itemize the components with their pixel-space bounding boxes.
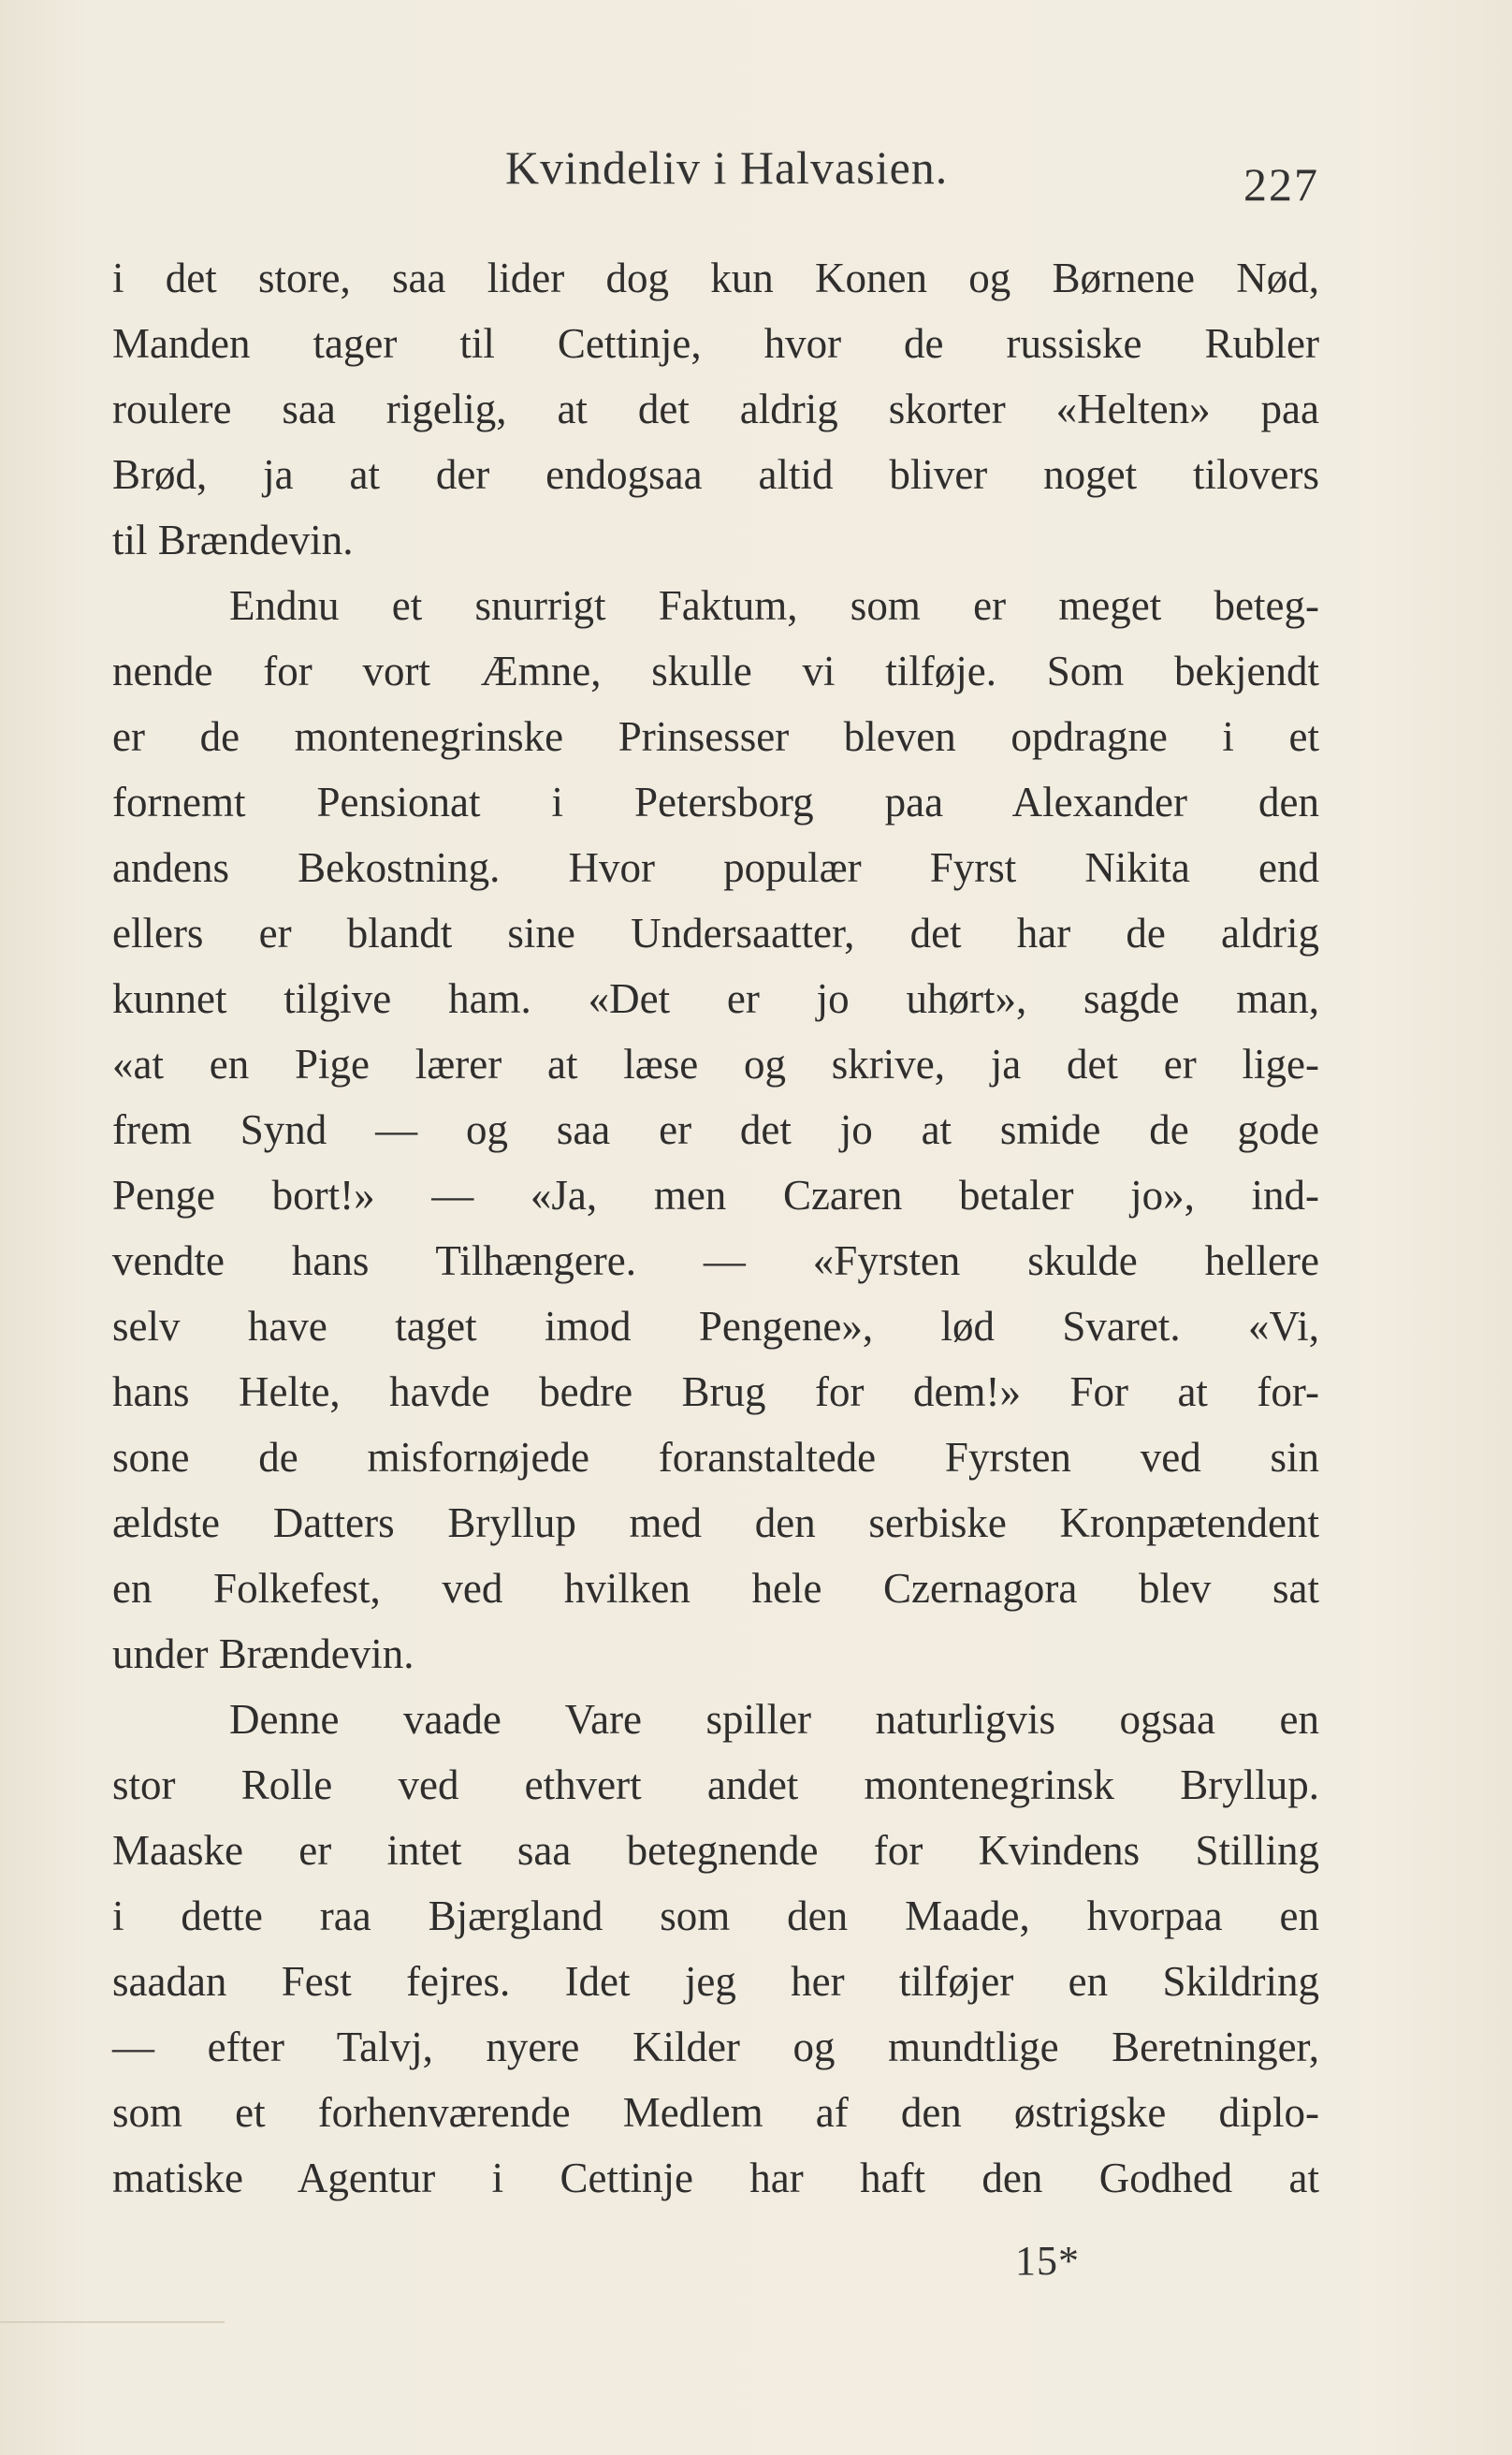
text-line: nende for vort Æmne, skulle vi tilføje. Som bekjendt	[112, 648, 1319, 694]
text-line: sone de misfornøjede foranstaltede Fyrsten ved sin	[112, 1434, 1319, 1481]
page-edge-shadow	[0, 2321, 225, 2323]
text-line: Manden tager til Cettinje, hvor de russiske Rubler	[112, 320, 1319, 367]
text-line: stor Rolle ved ethvert andet montenegrinsk Bryllup.	[112, 1761, 1319, 1808]
text-line: i det store, saa lider dog kun Konen og Børnene Nød,	[112, 255, 1319, 301]
text-line: kunnet tilgive ham. «Det er jo uhørt», sagde man,	[112, 975, 1319, 1022]
text-line: roulere saa rigelig, at det aldrig skorter «Helten» paa	[112, 386, 1319, 432]
text-line: matiske Agentur i Cettinje har haft den Godhed at	[112, 2155, 1319, 2201]
text-line: hans Helte, havde bedre Brug for dem!» For at for-	[112, 1368, 1319, 1415]
page-header	[505, 140, 1329, 211]
text-line: Brød, ja at der endogsaa altid bliver noget tilovers	[112, 451, 1319, 498]
text-line: fornemt Pensionat i Petersborg paa Alexander den	[112, 779, 1319, 826]
text-line: vendte hans Tilhængere. — «Fyrsten skulde hellere	[112, 1237, 1319, 1284]
text-line: frem Synd — og saa er det jo at smide de gode	[112, 1106, 1319, 1153]
body-text	[112, 245, 1319, 2211]
text-line: Maaske er intet saa betegnende for Kvindens Stilling	[112, 1827, 1319, 1874]
text-line: er de montenegrinske Prinsesser bleven opdragne i et	[112, 713, 1319, 760]
running-title: Kvindeliv i Halvasien.	[505, 141, 949, 194]
text-line: — efter Talvj, nyere Kilder og mundtlige Beretninger,	[112, 2024, 1319, 2070]
page-number: 227	[1243, 158, 1319, 211]
text-line: ældste Datters Bryllup med den serbiske Kronpætendent	[112, 1499, 1319, 1546]
text-line: Penge bort!» — «Ja, men Czaren betaler jo», ind-	[112, 1172, 1319, 1219]
text-line: i dette raa Bjærgland som den Maade, hvorpaa en	[112, 1892, 1319, 1939]
text-line: som et forhenværende Medlem af den østrigske diplo-	[112, 2089, 1319, 2136]
text-line: selv have taget imod Pengene», lød Svaret. «Vi,	[112, 1303, 1319, 1350]
signature-mark: 15*	[1015, 2238, 1080, 2284]
text-line: Denne vaade Vare spiller naturligvis ogsaa en	[229, 1696, 1319, 1743]
text-line: Endnu et snurrigt Faktum, som er meget beteg-	[229, 582, 1319, 629]
text-line: ellers er blandt sine Undersaatter, det har de aldrig	[112, 910, 1319, 957]
text-line: under Brændevin.	[112, 1630, 414, 1677]
text-line: saadan Fest fejres. Idet jeg her tilføjer en Skildring	[112, 1958, 1319, 2005]
text-line: andens Bekostning. Hvor populær Fyrst Nikita end	[112, 844, 1319, 891]
text-line: en Folkefest, ved hvilken hele Czernagora blev sat	[112, 1565, 1319, 1612]
text-line: «at en Pige lærer at læse og skrive, ja det er lige-	[112, 1041, 1319, 1088]
text-line: til Brændevin.	[112, 517, 354, 563]
